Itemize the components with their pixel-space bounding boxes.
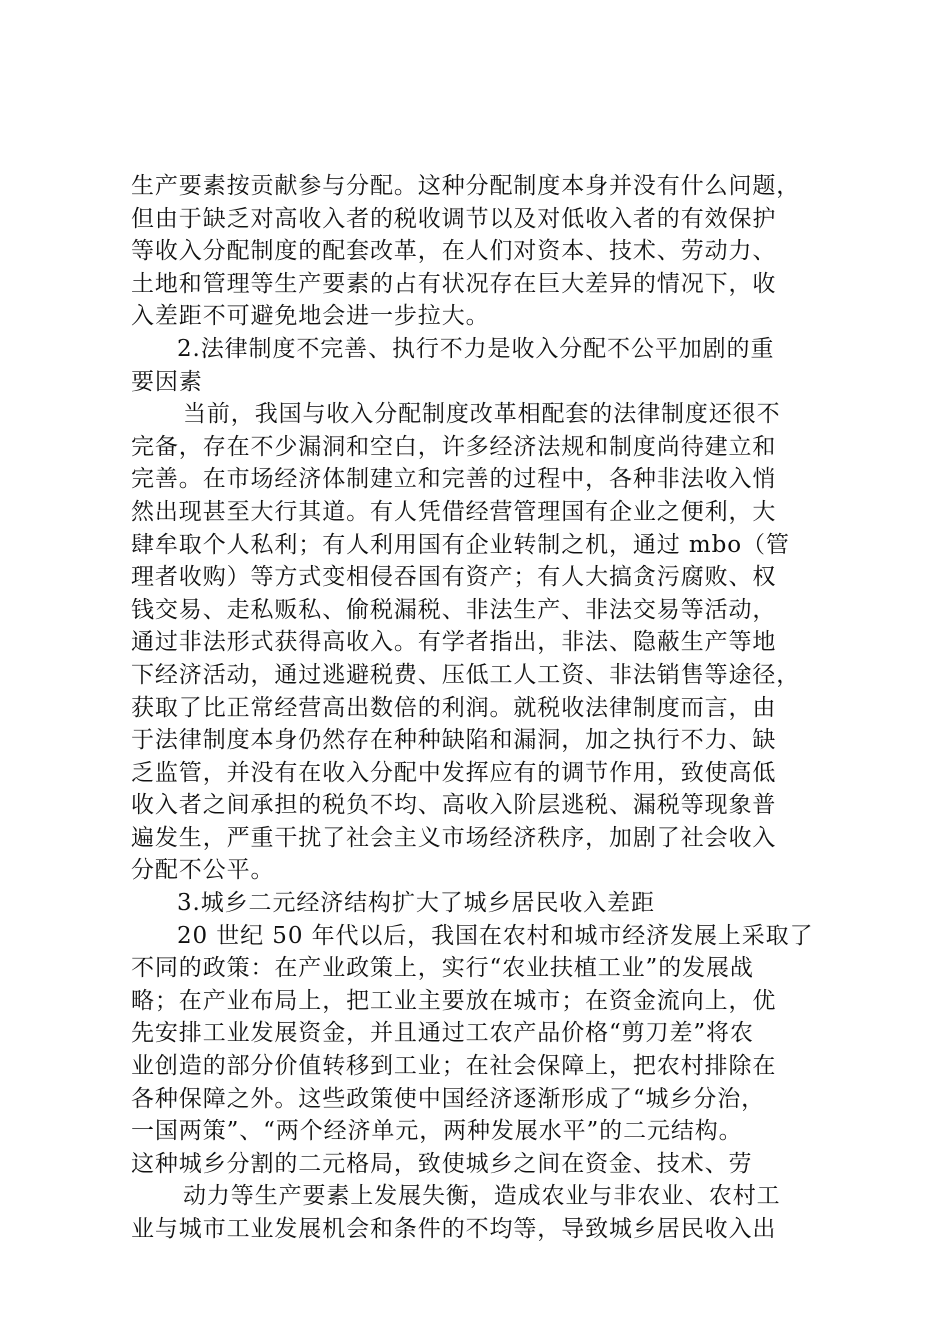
paragraph-start: 20 世纪 50 年代以后，我国在农村和城市经济发展上采取了 [177,922,814,949]
text-line: 完善。在市场经济体制建立和完善的过程中，各种非法收入悄 [131,466,777,493]
text-line: 入差距不可避免地会进一步拉大。 [131,303,490,330]
text-line: 一国两策”、“两个经济单元，两种发展水平”的二元结构。 [131,1118,743,1145]
text-line: 乏监管，并没有在收入分配中发挥应有的调节作用，致使高低 [131,759,777,786]
text-line: 然出现甚至大行其道。有人凭借经营管理国有企业之便利，大 [131,498,777,525]
text-line: 完备，存在不少漏洞和空白，许多经济法规和制度尚待建立和 [131,433,777,460]
text-line: 理者收购）等方式变相侵吞国有资产；有人大搞贪污腐败、权 [131,564,777,591]
text-line: 收入者之间承担的税负不均、高收入阶层逃税、漏税等现象普 [131,792,777,819]
text-line: 分配不公平。 [131,857,275,884]
paragraph-start: 当前，我国与收入分配制度改革相配套的法律制度还很不 [183,401,781,428]
text-line: 通过非法形式获得高收入。有学者指出，非法、隐蔽生产等地 [131,629,777,656]
text-line: 于法律制度本身仍然存在种种缺陷和漏洞，加之执行不力、缺 [131,727,777,754]
text-line: 略；在产业布局上，把工业主要放在城市；在资金流向上，优 [131,987,777,1014]
text-line: 获取了比正常经营高出数倍的利润。就税收法律制度而言，由 [131,694,777,721]
text-line: 各种保障之外。这些政策使中国经济逐渐形成了“城乡分治， [131,1085,766,1112]
text-line: 不同的政策：在产业政策上，实行“农业扶植工业”的发展战 [131,955,754,982]
text-line: 等收入分配制度的配套改革，在人们对资本、技术、劳动力、 [131,238,777,265]
paragraph-start: 动力等生产要素上发展失衡，造成农业与非农业、农村工 [183,1183,781,1210]
text-line: 生产要素按贡献参与分配。这种分配制度本身并没有什么问题， [131,173,801,199]
section-heading-3: 3.城乡二元经济结构扩大了城乡居民收入差距 [177,890,655,917]
document-body [131,170,831,1246]
text-line: 遍发生，严重干扰了社会主义市场经济秩序，加剧了社会收入 [131,824,777,851]
text-line: 业创造的部分价值转移到工业；在社会保障上，把农村排除在 [131,1053,777,1080]
text-line: 先安排工业发展资金，并且通过工农产品价格“剪刀差”将农 [131,1020,754,1047]
section-heading-2: 2.法律制度不完善、执行不力是收入分配不公平加剧的重 [177,335,775,362]
text-line: 下经济活动，通过逃避税费、压低工人工资、非法销售等途径， [131,661,801,688]
section-heading-2-cont: 要因素 [131,368,203,395]
text-line: 肆牟取个人私利；有人利用国有企业转制之机，通过 mbo（管 [131,531,790,558]
text-line: 业与城市工业发展机会和条件的不均等，导致城乡居民收入出 [131,1216,777,1242]
text-line: 这种城乡分割的二元格局，致使城乡之间在资金、技术、劳 [131,1150,753,1177]
text-line: 土地和管理等生产要素的占有状况存在巨大差异的情况下，收 [131,270,777,297]
text-line: 钱交易、走私贩私、偷税漏税、非法生产、非法交易等活动， [131,596,777,623]
text-line: 但由于缺乏对高收入者的税收调节以及对低收入者的有效保护 [131,205,777,232]
